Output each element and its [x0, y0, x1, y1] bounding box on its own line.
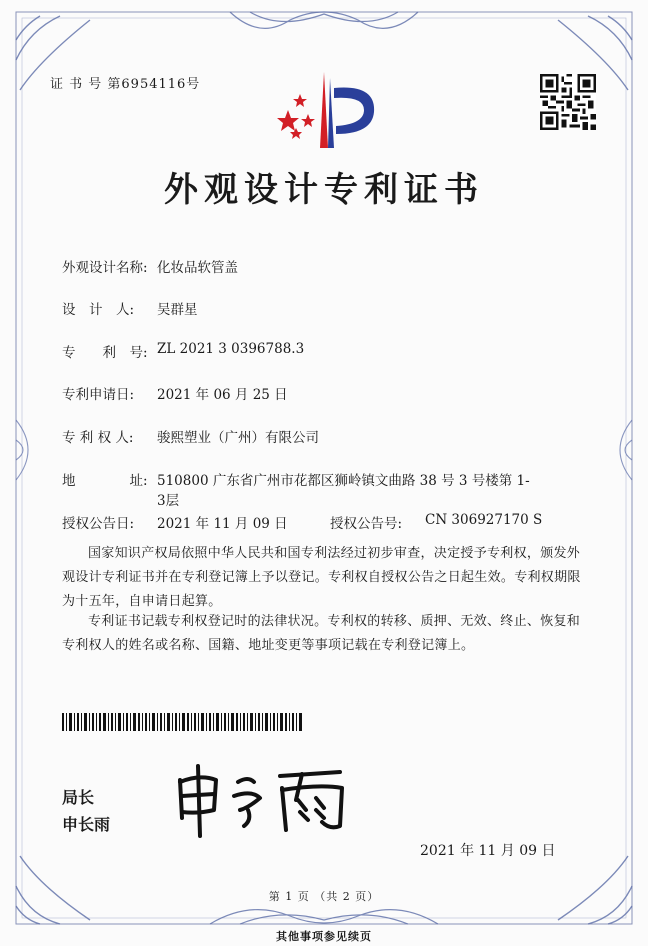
patentee-label: 专 利 权 人:: [62, 430, 134, 446]
address-label: 地 址:: [62, 473, 148, 489]
signer-name: 申长雨: [62, 815, 111, 834]
signer-title: 局长: [62, 788, 95, 807]
design-name-label: 外观设计名称:: [62, 260, 148, 276]
grant-date-value: 2021 年 11 月 09 日: [157, 516, 288, 532]
continuation-note: 其他事项参见续页: [276, 930, 372, 943]
qr-code-icon: [540, 74, 596, 130]
patent-number-value: ZL 2021 3 0396788.3: [157, 341, 305, 357]
barcode-icon: [62, 713, 302, 731]
filing-date-label: 专利申请日:: [62, 387, 135, 403]
filing-date-value: 2021 年 06 月 25 日: [157, 387, 288, 403]
address-value-line1: 510800 广东省广州市花都区狮岭镇文曲路 38 号 3 号楼第 1-: [157, 473, 530, 489]
designer-value: 吴群星: [157, 302, 198, 318]
patentee-value: 骏熙塑业（广州）有限公司: [157, 430, 319, 446]
handwritten-signature-icon: [170, 760, 370, 840]
designer-label: 设 计 人:: [62, 302, 135, 318]
grant-number-value: CN 306927170 S: [425, 512, 543, 528]
patent-number-label: 专 利 号:: [62, 345, 148, 361]
statement-paragraph-1: 国家知识产权局依照中华人民共和国专利法经过初步审查，决定授予专利权，颁发外观设计专利证书并在专利登记簿上予以登记。专利权自授权公告之日起生效。专利权期限为十五年，自申请日起算。: [62, 546, 581, 609]
statement-paragraph-2: 专利证书记载专利权登记时的法律状况。专利权的转移、质押、无效、终止、恢复和专利权人的姓名或名称、国籍、地址变更等事项记载在专利登记簿上。: [62, 614, 581, 653]
document-title: 外观设计专利证书: [164, 170, 484, 210]
cnipa-logo-icon: [268, 70, 380, 152]
page-number: 第 1 页 （共 2 页）: [268, 890, 380, 903]
certificate-number: 证 书 号 第6954116号: [50, 77, 201, 92]
address-value-line2: 3层: [157, 493, 180, 509]
grant-number-label: 授权公告号:: [330, 516, 403, 532]
issue-date: 2021 年 11 月 09 日: [420, 843, 556, 859]
grant-date-label: 授权公告日:: [62, 516, 135, 532]
design-name-value: 化妆品软管盖: [157, 260, 238, 276]
